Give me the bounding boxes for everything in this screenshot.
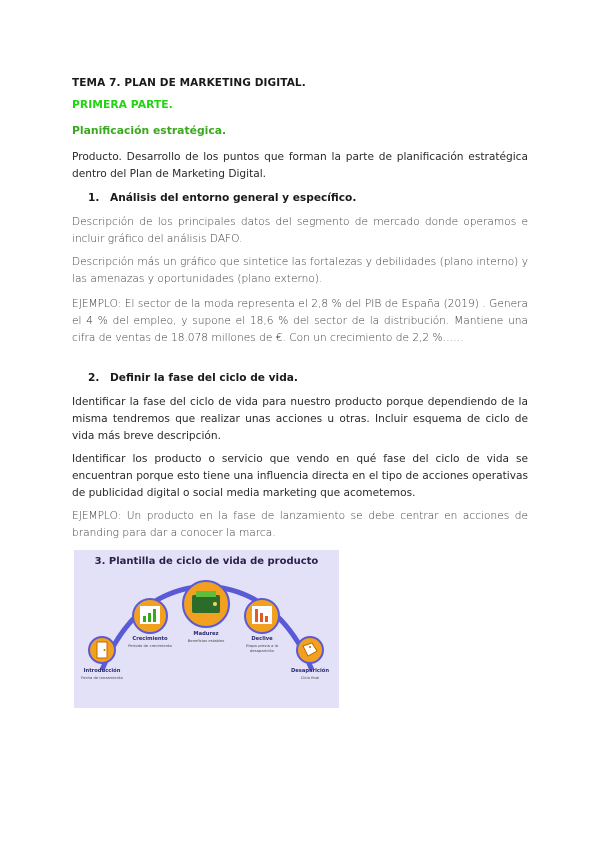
section-2-heading (88, 372, 298, 384)
section-2-example: EJEMPLO: Un producto en la fase de lanzamiento se debe centrar en acciones de branding para dar a conocer la marca. (72, 510, 528, 540)
intro-paragraph: Producto. Desarrollo de los puntos que forman la parte de planificación estratégica dentro del Plan de Marketing Digital. (72, 151, 528, 181)
section-2-title: Definir la fase del ciclo de vida. (110, 372, 298, 384)
stage-note-crecimiento: Periodo de crecimiento (128, 643, 172, 648)
section-1-title: Análisis del entorno general y específico. (110, 192, 357, 204)
stage-label-desaparicion: Desaparición (290, 668, 330, 674)
lifecycle-infographic (74, 550, 339, 708)
stage-label-introduccion: Introducción (83, 668, 121, 674)
stage-madurez-icon (183, 581, 229, 627)
infographic-title: 3. Plantilla de ciclo de vida de producto (94, 556, 319, 567)
section-2-paragraph-2: Identificar los producto o servicio que vendo en qué fase del ciclo de vida se encuentran porque esto tiene una influencia directa en el tipo de acciones operativas de publicidad digital o social media marketing que acometemos. (72, 453, 528, 500)
stage-note-introduccion: Fecha de lanzamiento (81, 675, 123, 680)
stage-note-declive: Etapa previa a la desaparición (245, 643, 279, 653)
stage-introduccion-icon (89, 637, 115, 663)
stage-note-madurez: Beneficios estables (187, 638, 225, 643)
stage-label-crecimiento: Crecimiento (132, 636, 168, 642)
stage-note-desaparicion: Ciclo final (300, 675, 320, 680)
stage-desaparicion-icon (297, 637, 323, 663)
section-1-number: 1. (88, 192, 100, 204)
section-2-number: 2. (88, 372, 100, 384)
section-1-paragraph-1: Descripción de los principales datos del segmento de mercado donde operamos e incluir gráfico del análisis DAFO. (72, 216, 528, 246)
section-2-paragraph-1: Identificar la fase del ciclo de vida para nuestro producto porque dependiendo de la misma tendremos que realizar unas acciones u otras. Incluir esquema de ciclo de vida más breve descripción. (72, 396, 528, 443)
section-1-heading (88, 192, 356, 204)
part-heading: PRIMERA PARTE. (72, 98, 173, 111)
stage-label-madurez: Madurez (193, 631, 219, 637)
stage-label-declive: Declive (251, 636, 273, 642)
section-1-example: EJEMPLO: El sector de la moda representa el 2,8 % del PIB de España (2019) . Genera el 4 % del empleo, y supone el 18,6 % del sector de la distribución. Mantiene una cifra de ventas de 18.078 millones de €. Con un crecimiento de 2,2 %…… (72, 298, 528, 345)
section-subtitle: Planificación estratégica. (72, 124, 227, 137)
section-1-paragraph-2: Descripción más un gráfico que sintetice las fortalezas y debilidades (plano interno) y las amenazas y oportunidades (plano externo). (72, 256, 528, 286)
lifecycle-diagram (74, 550, 339, 708)
document-title: TEMA 7. PLAN DE MARKETING DIGITAL. (72, 77, 306, 89)
stage-crecimiento-icon (133, 599, 167, 633)
stage-declive-icon (245, 599, 279, 633)
